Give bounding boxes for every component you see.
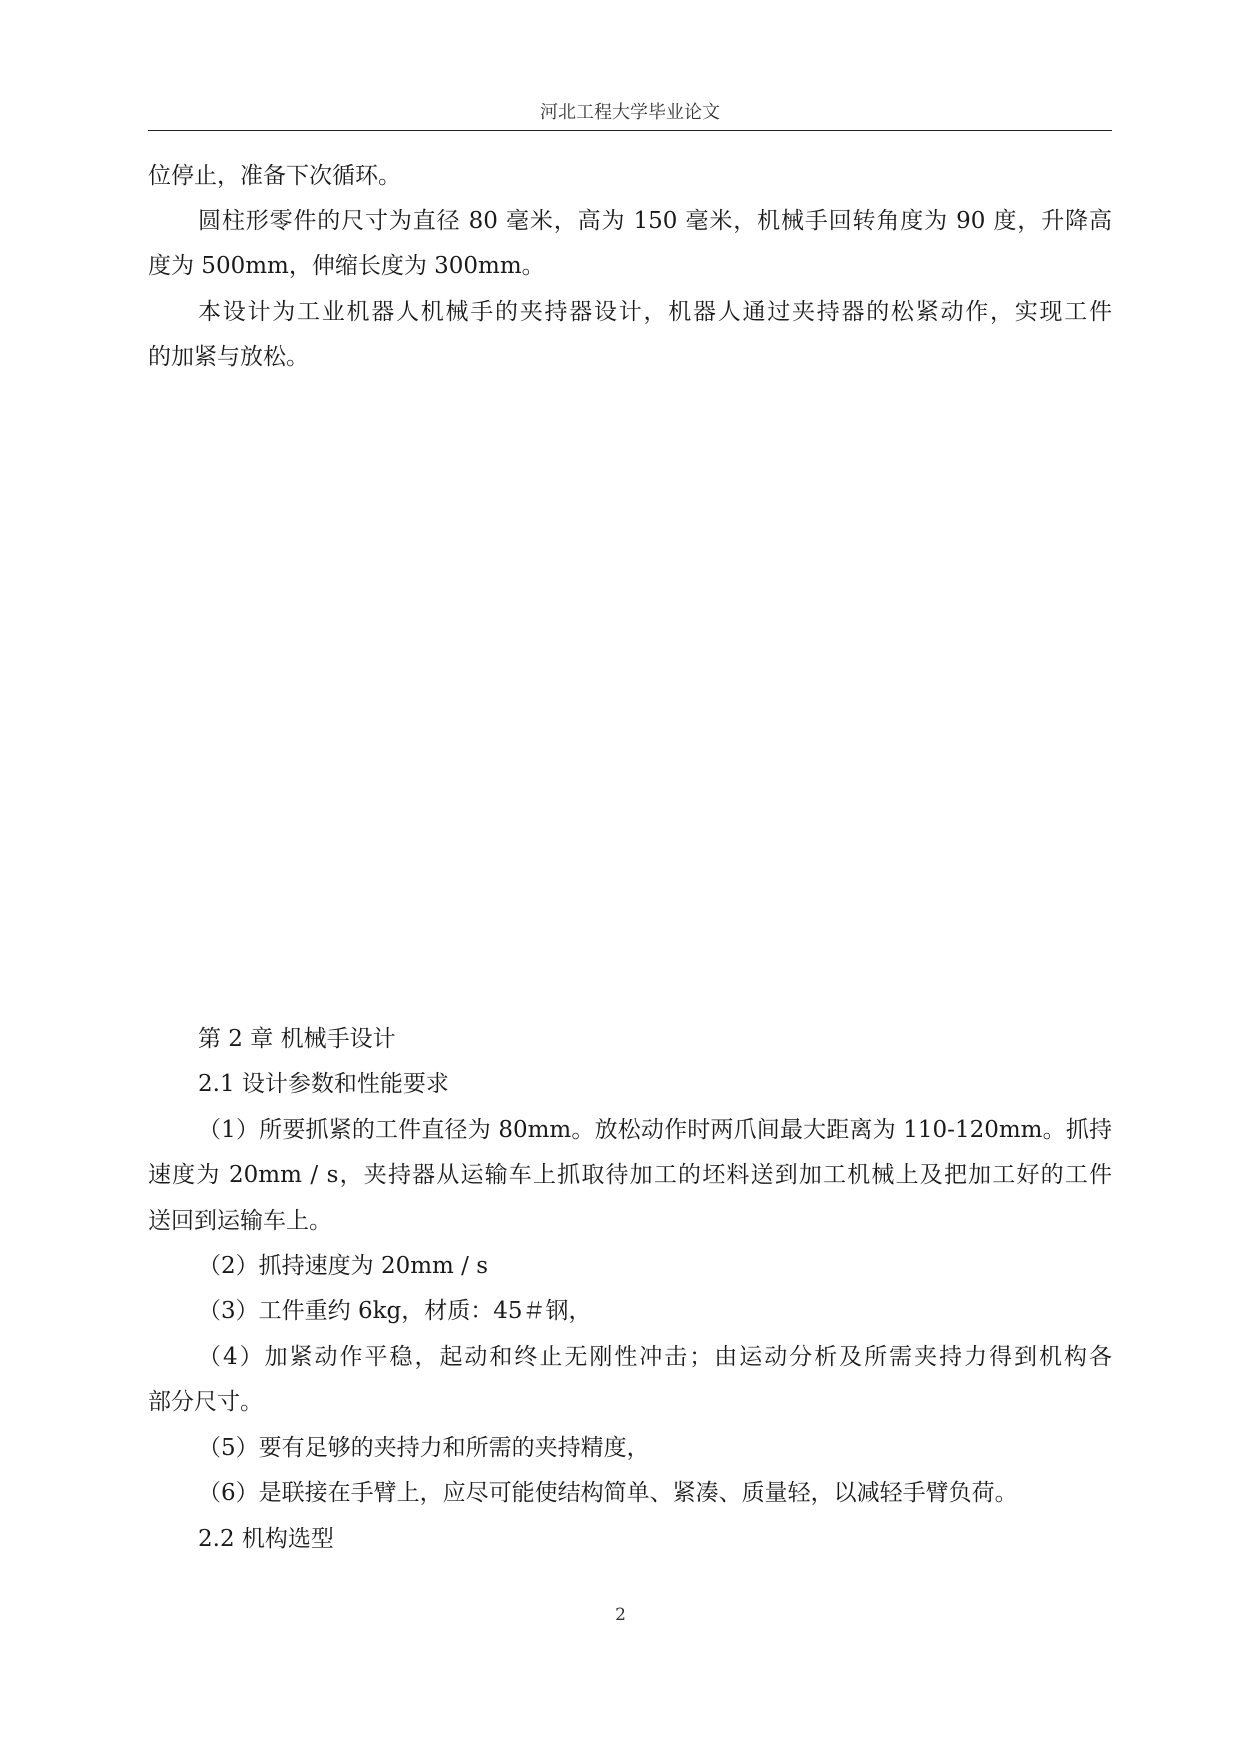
list-item-line: （4）加紧动作平稳，起动和终止无刚性冲击；由运动分析及所需夹持力得到机构各 (198, 1344, 1112, 1370)
list-item: （6）是联接在手臂上，应尽可能使结构简单、紧凑、质量轻，以减轻手臂负荷。 (198, 1480, 1018, 1506)
paragraph-line: 圆柱形零件的尺寸为直径 80 毫米，高为 150 毫米，机械手回转角度为 90 度，升降高 (198, 208, 1112, 234)
paragraph-line: 位停止，准备下次循环。 (148, 163, 401, 189)
list-item-line: 送回到运输车上。 (148, 1208, 332, 1234)
section-heading: 2.2 机构选型 (198, 1526, 334, 1552)
paragraph-line: 的加紧与放松。 (148, 344, 309, 370)
paragraph-line: 本设计为工业机器人机械手的夹持器设计，机器人通过夹持器的松紧动作，实现工件 (198, 299, 1112, 325)
section-heading: 2.1 设计参数和性能要求 (198, 1071, 449, 1097)
page-number: 2 (615, 1605, 626, 1625)
page-header: 河北工程大学毕业论文 (148, 100, 1112, 131)
list-item: （2）抓持速度为 20mm / s (198, 1253, 489, 1279)
list-item-line: （1）所要抓紧的工件直径为 80mm。放松动作时两爪间最大距离为 110-120mm。抓持 (198, 1117, 1112, 1143)
chapter-title: 第 2 章 机械手设计 (198, 1026, 396, 1052)
list-item-line: 部分尺寸。 (148, 1389, 263, 1415)
paragraph-line: 度为 500mm，伸缩长度为 300mm。 (148, 253, 545, 279)
list-item-line: 速度为 20mm / s，夹持器从运输车上抓取待加工的坯料送到加工机械上及把加工好的工件 (148, 1162, 1112, 1188)
list-item: （3）工件重约 6kg，材质：45＃钢， (198, 1298, 592, 1324)
list-item: （5）要有足够的夹持力和所需的夹持精度， (198, 1435, 650, 1461)
